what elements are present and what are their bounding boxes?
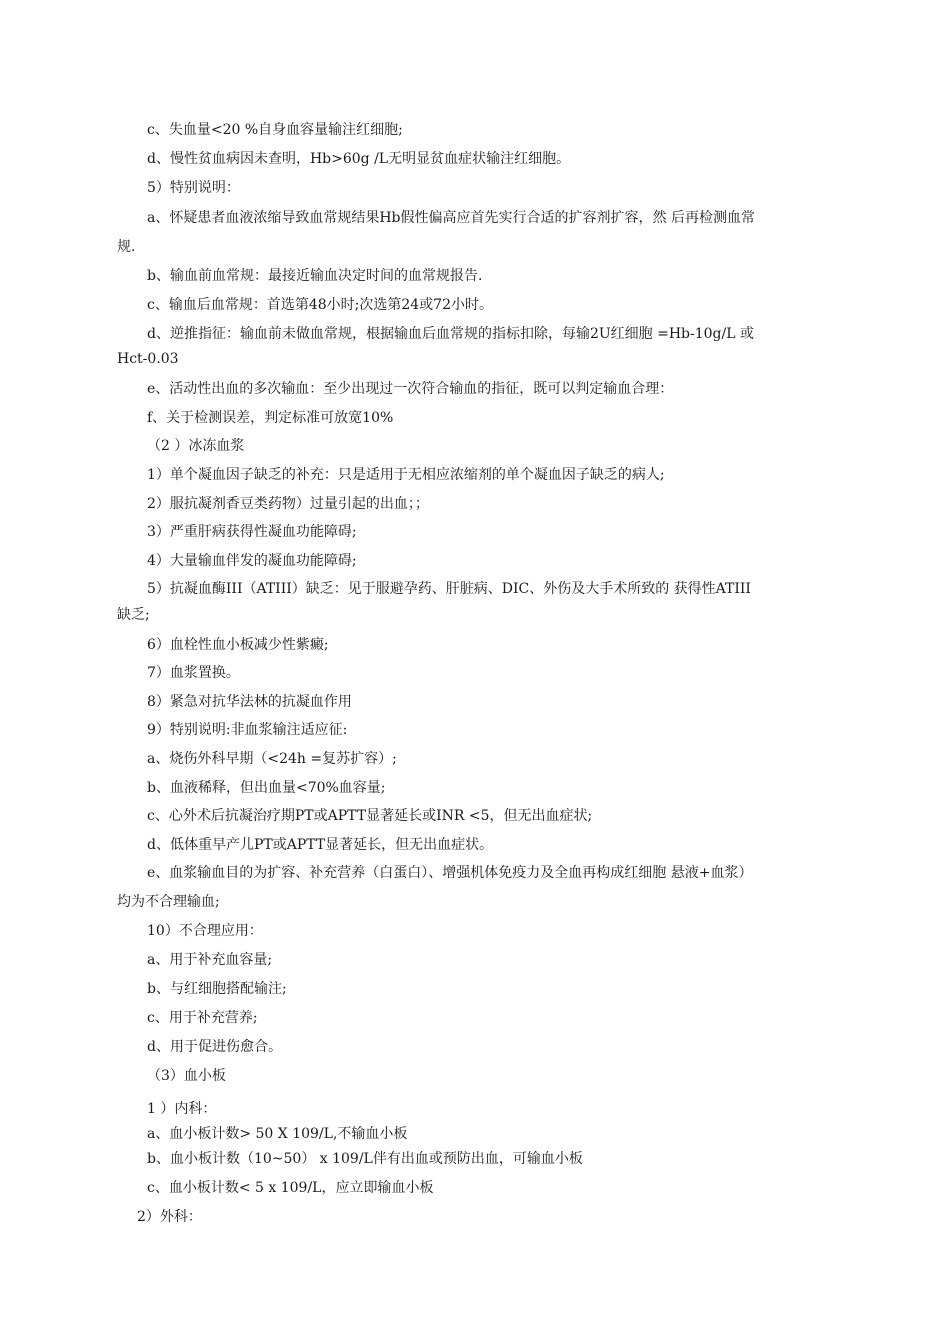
text-line: a、怀疑患者血液浓缩导致血常规结果Hb假性偏高应首先实行合适的扩容剂扩容，然 后再检测血常 (147, 210, 755, 226)
text-line: 5）抗凝血酶III（ATIII）缺乏：见于服避孕药、肝脏病、DIC、外伤及大手术所致的 获得性ATIII (147, 581, 751, 597)
text-line: 3）严重肝病获得性凝血功能障碍; (147, 524, 357, 540)
text-line: b、血液稀释，但出血量<70%血容量; (147, 780, 386, 796)
text-line: Hct-0.03 (117, 351, 179, 367)
text-line: d、慢性贫血病因未查明，Hb>60g /L无明显贫血症状输注红细胞。 (147, 151, 571, 167)
text-line: b、输血前血常规：最接近输血决定时间的血常规报告. (147, 268, 483, 284)
text-line: 规. (117, 239, 136, 255)
text-line: c、用于补充营养; (147, 1010, 258, 1026)
text-line: b、与红细胞搭配输注; (147, 981, 287, 997)
text-line: c、输血后血常规：首选第48小时;次选第24或72小时。 (147, 297, 493, 313)
text-line: 9）特别说明:非血浆输注适应征: (147, 722, 348, 738)
text-line: 7）血浆置换。 (147, 665, 240, 681)
text-line: d、低体重早产儿PT或APTT显著延长，但无出血症状。 (147, 837, 494, 853)
text-line: c、心外术后抗凝治疗期PT或APTT显著延长或INR <5，但无出血症状; (147, 808, 593, 824)
text-line: 1）单个凝血因子缺乏的补充：只是适用于无相应浓缩剂的单个凝血因子缺乏的病人; (147, 467, 665, 483)
text-line: d、用于促进伤愈合。 (147, 1039, 282, 1055)
text-line: a、烧伤外科早期（<24h =复苏扩容）; (147, 751, 397, 767)
text-line: c、失血量<20 %自身血容量输注红细胞; (147, 122, 403, 138)
text-line: 10）不合理应用： (147, 923, 263, 939)
section-heading: （2 ）冰冻血浆 (147, 438, 245, 454)
text-line: 2）服抗凝剂香豆类药物）过量引起的出血；； (147, 496, 429, 512)
text-line: 8）紧急对抗华法林的抗凝血作用 (147, 694, 352, 710)
text-line: 5）特别说明： (147, 180, 240, 196)
text-line: 1 ）内科： (147, 1101, 217, 1117)
text-line: 缺乏; (117, 607, 150, 623)
text-line: a、用于补充血容量; (147, 952, 273, 968)
text-line: f、关于检测误差，判定标准可放宽10% (147, 410, 394, 426)
text-line: d、逆推指征：输血前未做血常规，根据输血后血常规的指标扣除，每输2U红细胞 =Hb-10g/L 或 (147, 326, 754, 342)
section-heading: （3）血小板 (147, 1068, 226, 1084)
text-line: e、血浆输血目的为扩容、补充营养（白蛋白）、增强机体免疫力及全血再构成红细胞 悬液+血浆） (147, 865, 753, 881)
text-line: b、血小板计数（10~50） x 109/L伴有出血或预防出血，可输血小板 (147, 1151, 583, 1167)
text-line: e、活动性出血的多次输血：至少出现过一次符合输血的指征，既可以判定输血合理： (147, 381, 674, 397)
text-line: 6）血栓性血小板减少性紫癜; (147, 637, 329, 653)
text-line: 2）外科： (137, 1209, 202, 1225)
text-line: 4）大量输血伴发的凝血功能障碍; (147, 553, 357, 569)
text-line: 均为不合理输血; (117, 894, 220, 910)
text-line: c、血小板计数< 5 x 109/L，应立即输血小板 (147, 1180, 434, 1196)
text-line: a、血小板计数> 50 X 109/L,不输血小板 (147, 1126, 408, 1142)
